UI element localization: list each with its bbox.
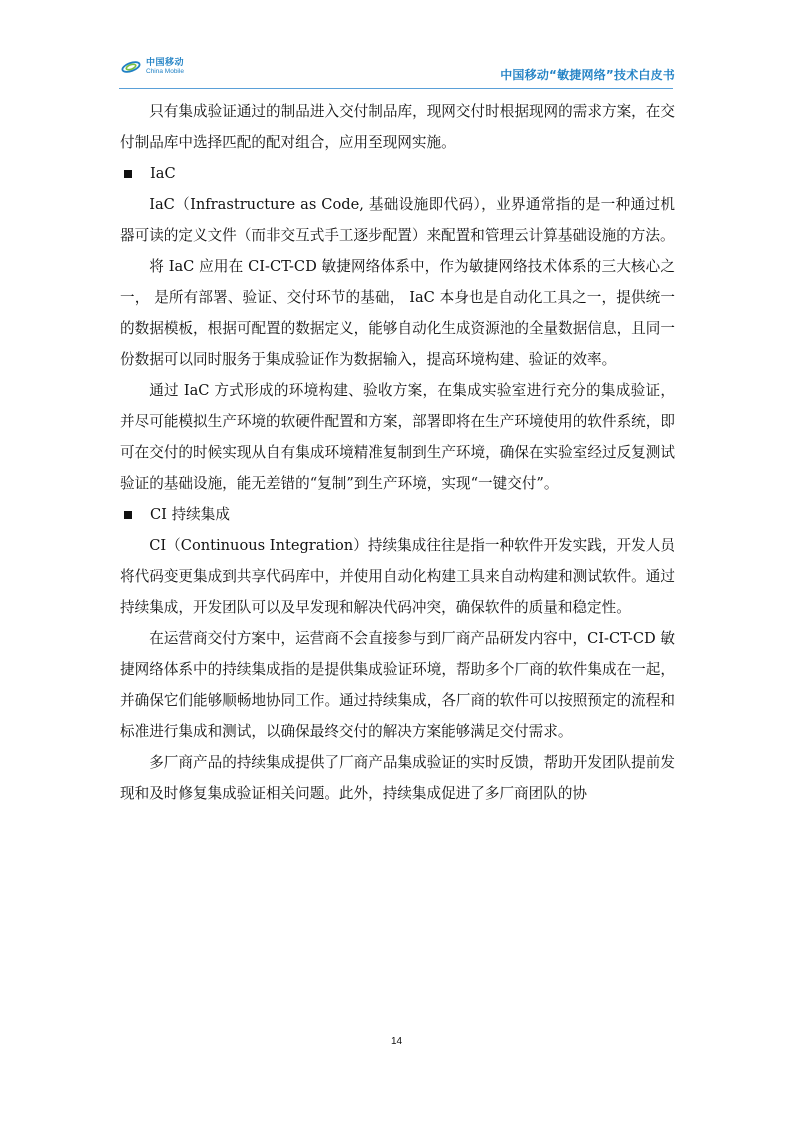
square-bullet-icon	[124, 511, 132, 519]
china-mobile-logo-icon	[120, 57, 142, 77]
section-heading-iac-label: IaC	[150, 165, 176, 182]
paragraph-iac-environment: 通过 IaC 方式形成的环境构建、验收方案，在集成实验室进行充分的集成验证，并尽可能模拟生产环境的软硬件配置和方案，部署即将在生产环境使用的软件系统，即可在交付的时候实现从自有集成环境精准复制到生产环境，确保在实验室经过反复测试验证的基础设施，能无差错的“复制”到生产环境，实现“一键交付”。	[120, 382, 675, 492]
paragraph-iac-application: 将 IaC 应用在 CI-CT-CD 敏捷网络体系中，作为敏捷网络技术体系的三大核心之一， 是所有部署、验证、交付环节的基础， IaC 本身也是自动化工具之一，提供统一的数据模板，根据可配置的数据定义，能够自动化生成资源池的全量数据信息，且同一份数据可以同时服务于集成验证作为数据输入，提高环境构建、验证的效率。	[120, 258, 675, 368]
section-heading-iac	[120, 158, 675, 189]
paragraph-ci-feedback: 多厂商产品的持续集成提供了厂商产品集成验证的实时反馈，帮助开发团队提前发现和及时修复集成验证相关问题。此外，持续集成促进了多厂商团队的协	[120, 754, 675, 802]
page-body	[120, 96, 675, 809]
section-heading-ci-label: CI 持续集成	[150, 506, 230, 523]
china-mobile-logo	[120, 56, 184, 78]
paragraph-ci-operator: 在运营商交付方案中，运营商不会直接参与到厂商产品研发内容中，CI-CT-CD 敏捷网络体系中的持续集成指的是提供集成验证环境，帮助多个厂商的软件集成在一起，并确保它们能够顺畅地协同工作。通过持续集成，各厂商的软件可以按照预定的流程和标准进行集成和测试，以确保最终交付的解决方案能够满足交付需求。	[120, 630, 675, 740]
logo-english-text: China Mobile	[146, 67, 184, 75]
header-divider	[119, 88, 673, 89]
paragraph-ci-definition: CI（Continuous Integration）持续集成往往是指一种软件开发实践，开发人员将代码变更集成到共享代码库中，并使用自动化构建工具来自动构建和测试软件。通过持续集成，开发团队可以及早发现和解决代码冲突，确保软件的质量和稳定性。	[120, 537, 675, 616]
paragraph-artifact-library: 只有集成验证通过的制品进入交付制品库，现网交付时根据现网的需求方案，在交付制品库中选择匹配的配对组合，应用至现网实施。	[120, 103, 675, 151]
header-title: 中国移动“敏捷网络”技术白皮书	[500, 68, 675, 82]
page-header	[0, 0, 793, 92]
square-bullet-icon	[124, 170, 132, 178]
paragraph-iac-definition: IaC（Infrastructure as Code, 基础设施即代码），业界通常指的是一种通过机器可读的定义文件（而非交互式手工逐步配置）来配置和管理云计算基础设施的方法。	[120, 196, 675, 244]
page-number: 14	[390, 1036, 403, 1047]
logo-chinese-text: 中国移动	[146, 57, 185, 68]
section-heading-ci	[120, 499, 675, 530]
